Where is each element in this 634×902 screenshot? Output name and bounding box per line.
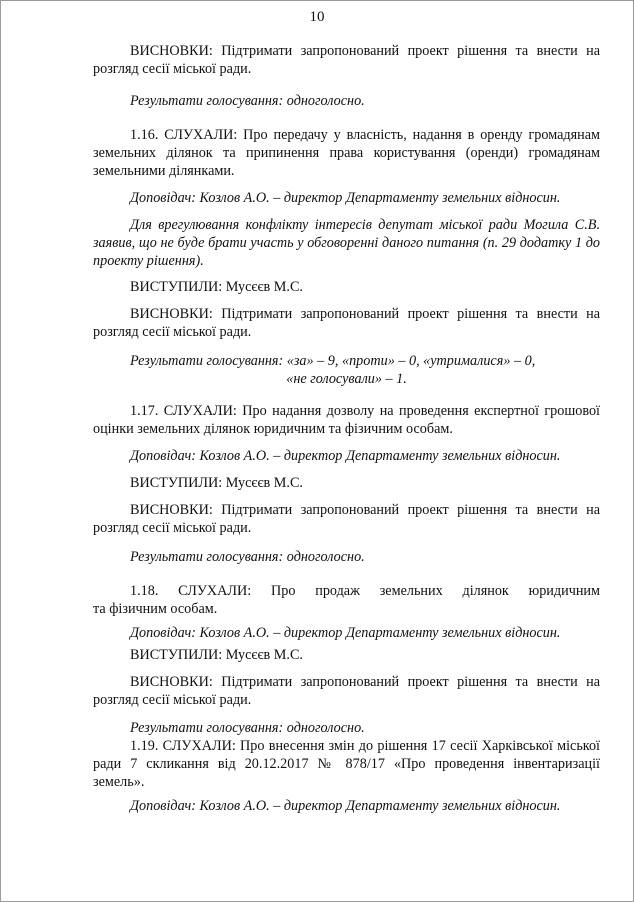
conflict-of-interest-note: Для врегулювання конфлікту інтересів депутат міської ради Могила С.В. заявив, що не буде брати участь у обговоренні даного питання (п. 29 додатку 1 до проекту рішення). <box>93 217 600 269</box>
voting-results-continued: «не голосували» – 1. <box>286 371 407 387</box>
heard-item-1-16: 1.16. СЛУХАЛИ: Про передачу у власність, надання в оренду громадянам земельних ділянок та припинення права користування (оренди) громадянам земельними ділянками. <box>93 127 600 179</box>
speaker-line: Доповідач: Козлов А.О. – директор Департаменту земельних відносин. <box>130 448 561 464</box>
spoke-line: ВИСТУПИЛИ: Мусєєв М.С. <box>130 279 303 295</box>
spoke-line: ВИСТУПИЛИ: Мусєєв М.С. <box>130 475 303 491</box>
heard-item-1-18: 1.18. СЛУХАЛИ: Про продаж земельних ділянок юридичним <box>130 583 600 599</box>
heard-item-1-18-continued: та фізичним особам. <box>93 601 218 617</box>
speaker-line: Доповідач: Козлов А.О. – директор Департаменту земельних відносин. <box>130 190 561 206</box>
page-number: 10 <box>309 9 325 25</box>
heard-item-1-19: 1.19. СЛУХАЛИ: Про внесення змін до рішення 17 сесії Харківської міської ради 7 скликання від 20.12.2017 № 878/17 «Про проведення інвентаризації земель». <box>93 738 600 790</box>
heard-item-1-17: 1.17. СЛУХАЛИ: Про надання дозволу на проведення експертної грошової оцінки земельних ділянок юридичним та фізичним особам. <box>93 403 600 437</box>
voting-results: Результати голосування: одноголосно. <box>130 720 365 736</box>
voting-results: Результати голосування: одноголосно. <box>130 549 365 565</box>
spoke-line: ВИСТУПИЛИ: Мусєєв М.С. <box>130 647 303 663</box>
conclusion-paragraph: ВИСНОВКИ: Підтримати запропонований проект рішення та внести на розгляд сесії міської ради. <box>93 674 600 708</box>
voting-results: Результати голосування: одноголосно. <box>130 93 365 109</box>
conclusion-paragraph: ВИСНОВКИ: Підтримати запропонований проект рішення та внести на розгляд сесії міської ради. <box>93 306 600 340</box>
voting-results: Результати голосування: «за» – 9, «проти» – 0, «утрималися» – 0, <box>130 353 536 369</box>
speaker-line: Доповідач: Козлов А.О. – директор Департаменту земельних відносин. <box>130 798 561 814</box>
conclusion-paragraph: ВИСНОВКИ: Підтримати запропонований проект рішення та внести на розгляд сесії міської ради. <box>93 43 600 77</box>
conclusion-paragraph: ВИСНОВКИ: Підтримати запропонований проект рішення та внести на розгляд сесії міської ради. <box>93 502 600 536</box>
speaker-line: Доповідач: Козлов А.О. – директор Департаменту земельних відносин. <box>130 625 561 641</box>
